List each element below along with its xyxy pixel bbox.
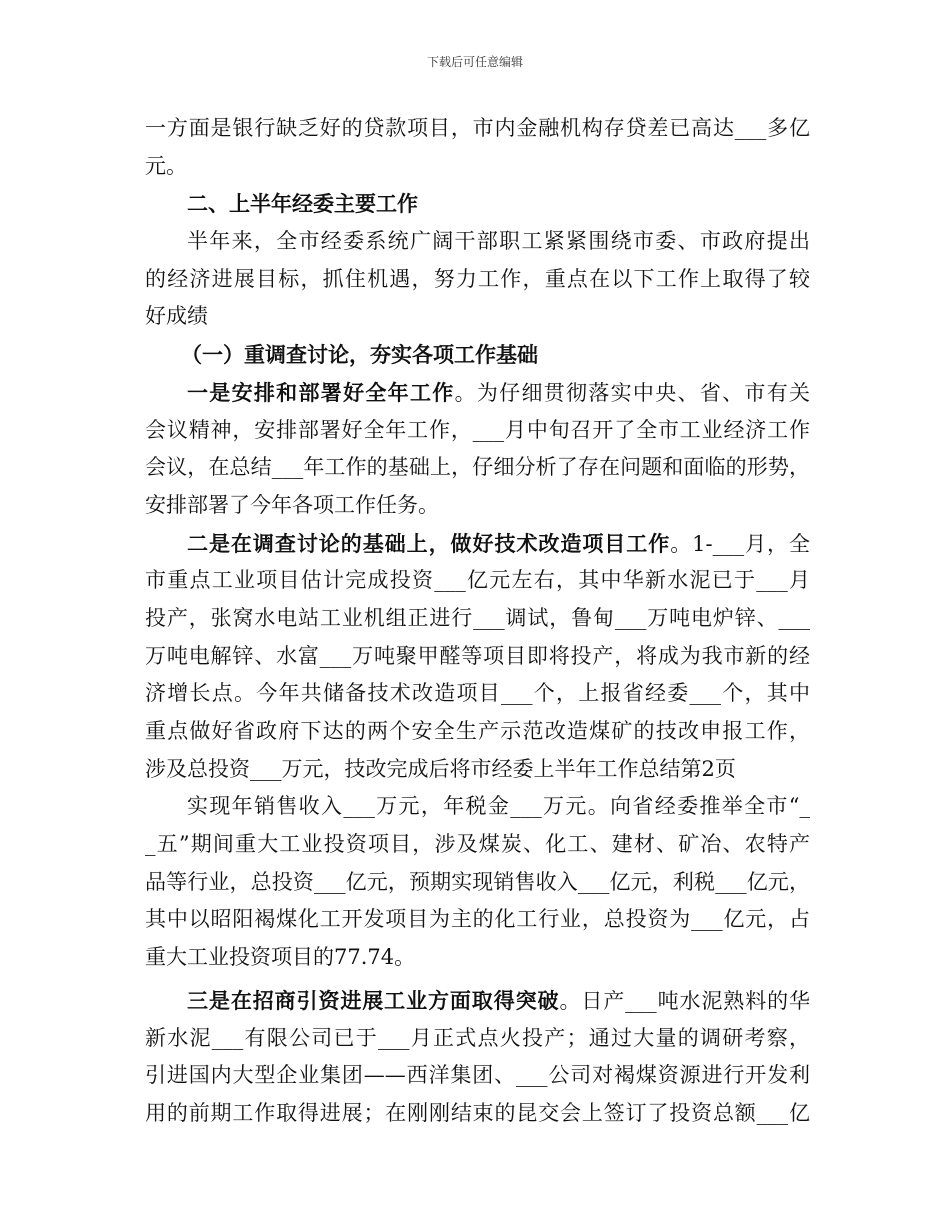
- text-line: 会议，在总结___年工作的基础上，仔细分析了存在问题和面临的形势，: [145, 455, 810, 480]
- text-line: 其中以昭阳褐煤化工开发项目为主的化工行业，总投资为___亿元，占: [145, 907, 810, 932]
- text-line: 重大工业投资项目的77.74。: [145, 945, 416, 970]
- document-body: [145, 110, 810, 1133]
- text-line: 市重点工业项目估计完成投资___亿元左右，其中华新水泥已于___月: [145, 568, 810, 593]
- text-line: 投产，张窝水电站工业机组正进行___调试，鲁甸___万吨电炉锌、___: [145, 605, 810, 630]
- text-line: 会议精神，安排部署好全年工作，___月中旬召开了全市工业经济工作: [145, 417, 810, 442]
- text-line: 涉及总投资___万元，技改完成后将市经委上半年工作总结第2页: [145, 756, 736, 781]
- text-line: 重点做好省政府下达的两个安全生产示范改造煤矿的技改申报工作，: [145, 719, 810, 743]
- bold-lead: 三是在招商引资进展工业方面取得突破: [187, 987, 560, 1013]
- bold-lead: 二是在调查讨论的基础上，做好技术改造项目工作: [187, 530, 671, 556]
- text-line: _五”期间重大工业投资项目，涉及煤炭、化工、建材、矿冶、农特产: [145, 832, 810, 857]
- text-line: 引进国内大型企业集团——西洋集团、___公司对褐煤资源进行开发利: [145, 1063, 810, 1088]
- text-line: [145, 525, 810, 563]
- text-line: 的经济进展目标，抓住机遇，努力工作，重点在以下工作上取得了较: [145, 266, 810, 291]
- text-line: [145, 982, 810, 1020]
- text-line: 一方面是银行缺乏好的贷款项目，市内金融机构存贷差已高达___多亿: [145, 116, 810, 140]
- text-line: 实现年销售收入___万元，年税金___万元。向省经委推举全市“_: [187, 794, 810, 819]
- text-line: 元。: [145, 153, 187, 178]
- text-line: 半年来，全市经委系统广阔干部职工紧紧围绕市委、市政府提出: [187, 229, 810, 254]
- text-line: 好成绩: [145, 304, 208, 329]
- text-line: 济增长点。今年共储备技术改造项目___个，上报省经委___个，其中: [145, 681, 810, 706]
- text-run: 。为仔细贯彻落实中央、省、市有关: [454, 380, 811, 405]
- text-line: 安排部署了今年各项工作任务。: [145, 492, 439, 517]
- text-line: 新水泥___有限公司已于___月正式点火投产；通过大量的调研考察，: [145, 1025, 810, 1050]
- bold-lead: 一是安排和部署好全年工作: [187, 379, 455, 405]
- subsection-heading: （一）重调查讨论，夯实各项工作基础: [181, 342, 538, 368]
- text-run: 。1-___月，全: [670, 531, 810, 556]
- text-line: 用的前期工作取得进展；在刚刚结束的昆交会上签订了投资总额___亿: [145, 1100, 810, 1125]
- text-line: 品等行业，总投资___亿元，预期实现销售收入___亿元，利税___亿元，: [145, 869, 810, 894]
- page-header: 下载后可任意编辑: [426, 55, 523, 69]
- text-line: 万吨电解锌、水富___万吨聚甲醛等项目即将投产，将成为我市新的经: [145, 643, 810, 668]
- section-heading: 二、上半年经委主要工作: [187, 191, 418, 217]
- text-line: [145, 374, 810, 412]
- text-run: 。日产___吨水泥熟料的华: [559, 988, 811, 1013]
